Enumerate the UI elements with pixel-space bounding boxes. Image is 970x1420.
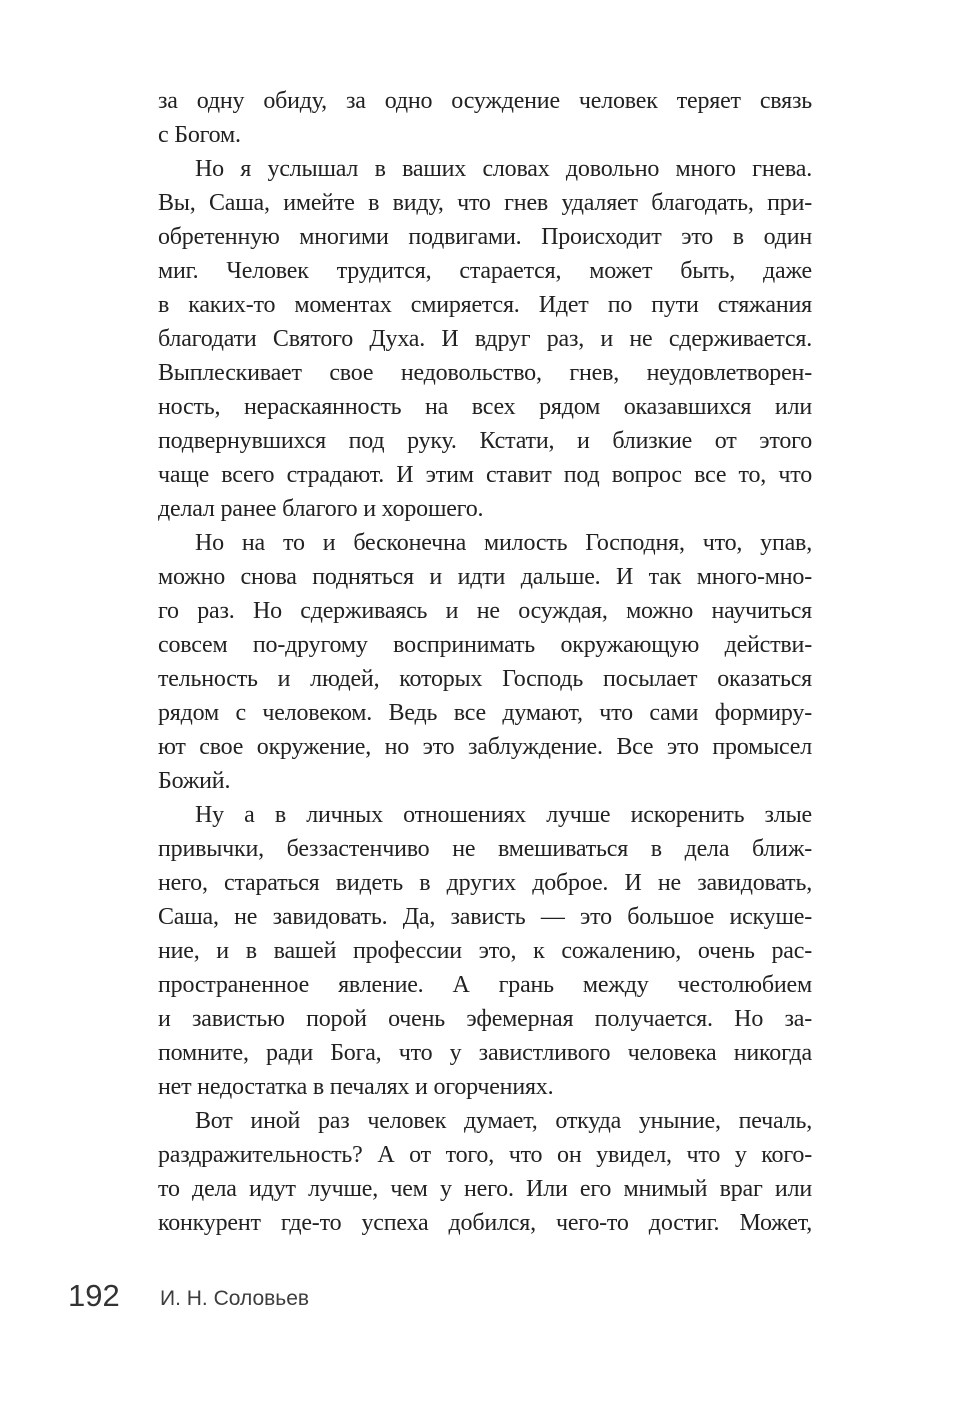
text-line: ют свое окружение, но это заблуждение. Все это промысел [158, 734, 812, 760]
text-line: ние, и в вашей профессии это, к сожалению, очень рас- [158, 938, 812, 964]
text-line: за одну обиду, за одно осуждение человек теряет связь [158, 88, 812, 114]
text-line: го раз. Но сдерживаясь и не осуждая, можно научиться [158, 598, 812, 624]
text-line: совсем по-другому воспринимать окружающую действи- [158, 632, 812, 658]
text-line: можно снова подняться и идти дальше. И так много-мно- [158, 564, 812, 590]
page-footer [0, 1278, 970, 1324]
text-line: Но на то и бесконечна милость Господня, что, упав, [195, 530, 812, 556]
text-line: нет недостатка в печалях и огорчениях. [158, 1074, 554, 1100]
text-line: тельность и людей, которых Господь посылает оказаться [158, 666, 812, 692]
text-line: с Богом. [158, 122, 241, 148]
text-line: Выплескивает свое недовольство, гнев, неудовлетворен- [158, 360, 812, 386]
text-line: подвернувшихся под руку. Кстати, и близкие от этого [158, 428, 812, 454]
body-text [158, 84, 812, 1240]
text-line: и завистью порой очень эфемерная получается. Но за- [158, 1006, 812, 1032]
text-line: благодати Святого Духа. И вдруг раз, и не сдерживается. [158, 326, 812, 352]
text-line: рядом с человеком. Ведь все думают, что сами формиру- [158, 700, 812, 726]
text-line: конкурент где-то успеха добился, чего-то достиг. Может, [158, 1210, 812, 1236]
text-line: привычки, беззастенчиво не вмешиваться в дела ближ- [158, 836, 812, 862]
text-line: Божий. [158, 768, 231, 794]
page-number: 192 [68, 1278, 120, 1313]
text-line: чаще всего страдают. И этим ставит под вопрос все то, что [158, 462, 812, 488]
text-line: обретенную многими подвигами. Происходит это в один [158, 224, 812, 250]
text-line: него, стараться видеть в других доброе. И не завидовать, [158, 870, 812, 896]
text-line: Ну а в личных отношениях лучше искоренить злые [195, 802, 812, 828]
text-line: миг. Человек трудится, старается, может быть, даже [158, 258, 812, 284]
text-line: Вы, Саша, имейте в виду, что гнев удаляет благодать, при- [158, 190, 812, 216]
running-title-author: И. Н. Соловьев [160, 1287, 310, 1310]
text-line: в каких-то моментах смиряется. Идет по пути стяжания [158, 292, 812, 318]
text-line: помните, ради Бога, что у завистливого человека никогда [158, 1040, 812, 1066]
text-line: Но я услышал в ваших словах довольно много гнева. [195, 156, 812, 182]
text-line: Вот иной раз человек думает, откуда уныние, печаль, [195, 1108, 812, 1134]
text-line: пространенное явление. А грань между честолюбием [158, 972, 812, 998]
text-line: то дела идут лучше, чем у него. Или его мнимый враг или [158, 1176, 812, 1202]
text-line: ность, нераскаянность на всех рядом оказавшихся или [158, 394, 812, 420]
text-line: делал ранее благого и хорошего. [158, 496, 484, 522]
text-line: раздражительность? А от того, что он увидел, что у кого- [158, 1142, 812, 1168]
text-line: Саша, не завидовать. Да, зависть — это большое искуше- [158, 904, 812, 930]
